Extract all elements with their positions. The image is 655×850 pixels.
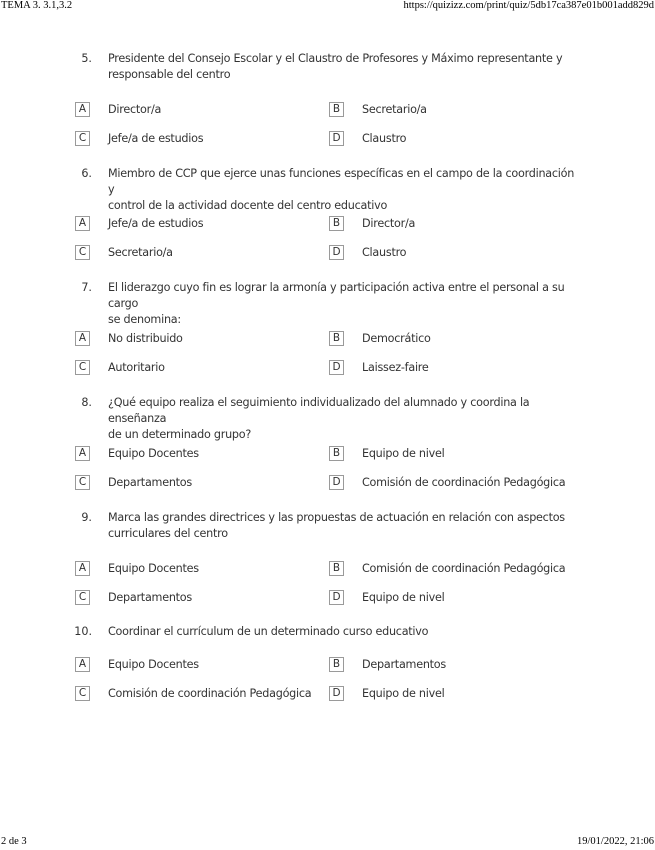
option-letter-box: A — [75, 446, 90, 461]
question-number: 8. — [81, 396, 92, 409]
option-text: Equipo Docentes — [108, 447, 199, 460]
option-text: Comisión de coordinación Pedagógica — [362, 562, 566, 575]
question-line: El liderazgo cuyo fin es lograr la armonía y participación activa entre el personal a su cargo — [108, 281, 565, 310]
option-b[interactable] — [329, 657, 589, 675]
question-text — [108, 624, 578, 640]
option-letter-box: C — [75, 686, 90, 701]
option-letter-box: A — [75, 561, 90, 576]
option-letter-box: A — [75, 657, 90, 672]
option-c[interactable] — [75, 245, 335, 263]
option-letter-box: A — [75, 102, 90, 117]
option-letter-box: A — [75, 216, 90, 231]
option-text: Secretario/a — [108, 246, 173, 259]
option-b[interactable] — [329, 216, 589, 234]
print-datetime: 19/01/2022, 21:06 — [576, 836, 654, 847]
option-letter-box: B — [329, 102, 344, 117]
option-letter-box: C — [75, 360, 90, 375]
option-letter-box: D — [329, 360, 344, 375]
option-text: Director/a — [108, 103, 162, 116]
option-letter-box: D — [329, 131, 344, 146]
option-text: Equipo de nivel — [362, 591, 445, 604]
option-text: Claustro — [362, 246, 407, 259]
option-d[interactable] — [329, 590, 589, 608]
question-line: se denomina: — [108, 313, 181, 326]
print-header — [0, 0, 655, 14]
question-line: Marca las grandes directrices y las propuestas de actuación en relación con aspectos — [108, 511, 565, 524]
option-text: Equipo de nivel — [362, 687, 445, 700]
option-letter-box: C — [75, 131, 90, 146]
option-a[interactable] — [75, 216, 335, 234]
question-line: curriculares del centro — [108, 527, 228, 540]
option-letter-box: B — [329, 657, 344, 672]
option-a[interactable] — [75, 446, 335, 464]
question-number: 9. — [81, 511, 92, 524]
question-line: responsable del centro — [108, 68, 231, 81]
option-text: Equipo Docentes — [108, 562, 199, 575]
option-a[interactable] — [75, 561, 335, 579]
option-c[interactable] — [75, 360, 335, 378]
option-text: Autoritario — [108, 361, 165, 374]
question-line: control de la actividad docente del centro educativo — [108, 199, 388, 212]
question-text — [108, 280, 578, 328]
option-letter-box: C — [75, 245, 90, 260]
option-text: Departamentos — [108, 591, 192, 604]
quiz-title: TEMA 3. 3.1,3.2 — [1, 0, 73, 11]
option-text: Jefe/a de estudios — [108, 217, 204, 230]
question-text — [108, 51, 578, 83]
option-b[interactable] — [329, 561, 589, 579]
question-text — [108, 166, 578, 214]
option-a[interactable] — [75, 657, 335, 675]
option-a[interactable] — [75, 102, 335, 120]
option-letter-box: D — [329, 686, 344, 701]
option-text: Comisión de coordinación Pedagógica — [362, 476, 566, 489]
question-number: 6. — [81, 167, 92, 180]
option-d[interactable] — [329, 686, 589, 704]
option-c[interactable] — [75, 686, 335, 704]
option-b[interactable] — [329, 446, 589, 464]
question-number: 7. — [81, 281, 92, 294]
question-number: 5. — [81, 52, 92, 65]
option-text: Democrático — [362, 332, 431, 345]
question-number: 10. — [74, 625, 92, 638]
question-text — [108, 395, 578, 443]
option-letter-box: D — [329, 475, 344, 490]
option-c[interactable] — [75, 131, 335, 149]
option-d[interactable] — [329, 131, 589, 149]
option-c[interactable] — [75, 475, 335, 493]
option-text: Claustro — [362, 132, 407, 145]
option-letter-box: D — [329, 590, 344, 605]
option-letter-box: B — [329, 216, 344, 231]
question-line: Coordinar el currículum de un determinado curso educativo — [108, 625, 429, 638]
option-c[interactable] — [75, 590, 335, 608]
option-d[interactable] — [329, 245, 589, 263]
option-text: No distribuido — [108, 332, 183, 345]
option-text: Equipo Docentes — [108, 658, 199, 671]
option-text: Equipo de nivel — [362, 447, 445, 460]
option-letter-box: D — [329, 245, 344, 260]
question-line: de un determinado grupo? — [108, 428, 252, 441]
option-text: Departamentos — [362, 658, 446, 671]
option-text: Laissez-faire — [362, 361, 429, 374]
option-letter-box: A — [75, 331, 90, 346]
option-text: Secretario/a — [362, 103, 427, 116]
option-letter-box: C — [75, 590, 90, 605]
option-letter-box: B — [329, 446, 344, 461]
option-text: Comisión de coordinación Pedagógica — [108, 687, 312, 700]
option-b[interactable] — [329, 331, 589, 349]
page-number: 2 de 3 — [1, 836, 27, 847]
question-line: ¿Qué equipo realiza el seguimiento individualizado del alumnado y coordina la enseñanza — [108, 396, 530, 425]
question-line: Miembro de CCP que ejerce unas funciones específicas en el campo de la coordinación y — [108, 167, 575, 196]
option-text: Director/a — [362, 217, 416, 230]
option-a[interactable] — [75, 331, 335, 349]
option-text: Departamentos — [108, 476, 192, 489]
option-text: Jefe/a de estudios — [108, 132, 204, 145]
page-url: https://quizizz.com/print/quiz/5db17ca387e01b001add829d — [403, 0, 654, 11]
option-letter-box: B — [329, 331, 344, 346]
option-letter-box: B — [329, 561, 344, 576]
option-b[interactable] — [329, 102, 589, 120]
option-d[interactable] — [329, 360, 589, 378]
question-text — [108, 510, 578, 542]
option-letter-box: C — [75, 475, 90, 490]
option-d[interactable] — [329, 475, 589, 493]
question-line: Presidente del Consejo Escolar y el Claustro de Profesores y Máximo representante y — [108, 52, 563, 65]
